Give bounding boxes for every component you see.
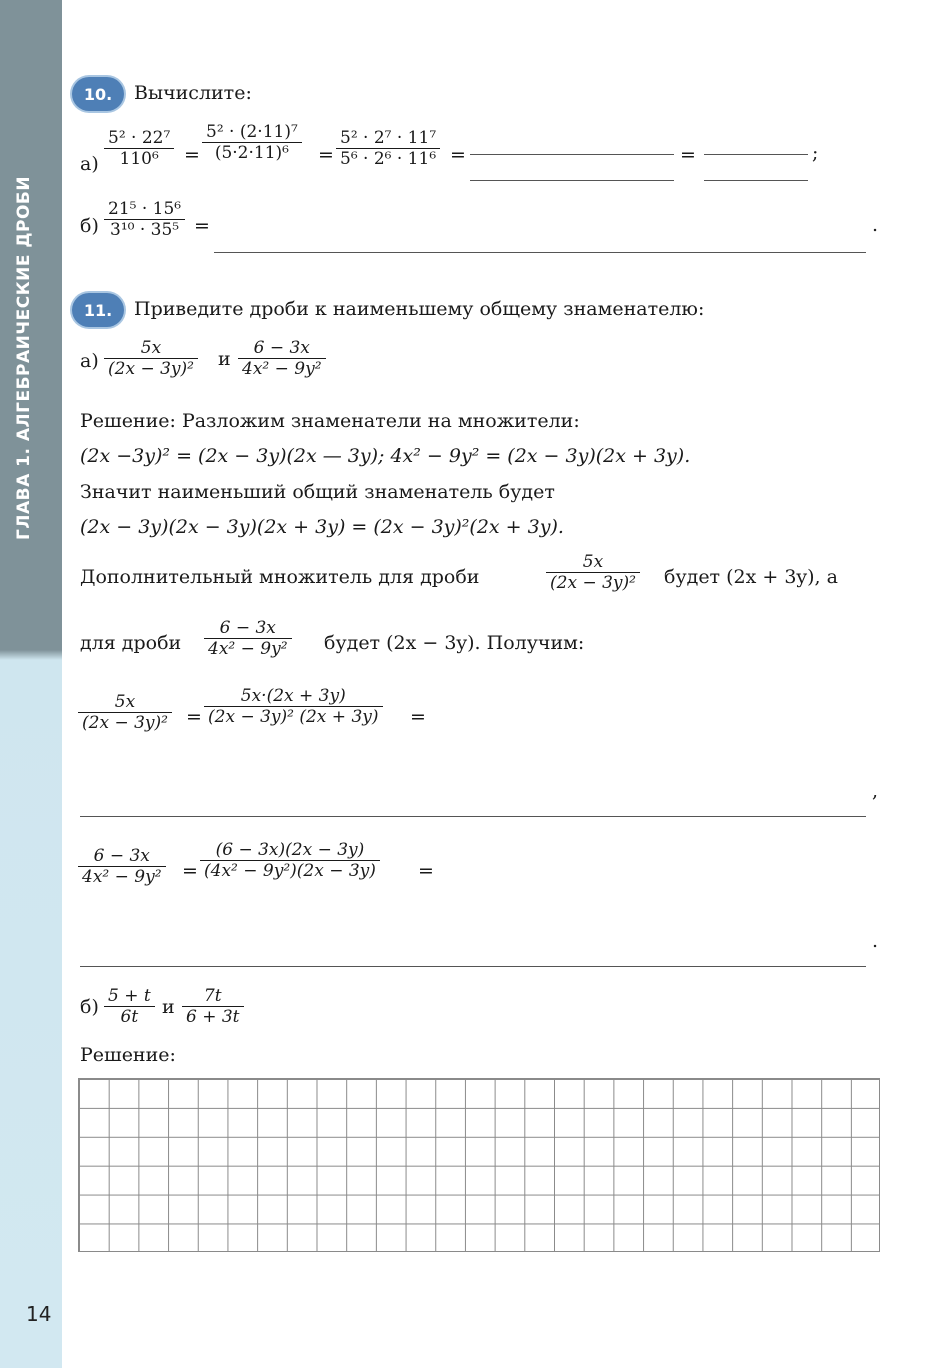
solution-line: (2x −3y)² = (2x − 3y)(2x — 3y); 4x² − 9y² = (2x − 3y)(2x + 3y). bbox=[80, 445, 691, 467]
denominator: 6 + 3t bbox=[182, 1006, 244, 1027]
denominator: (2x − 3y)² bbox=[104, 358, 198, 379]
fraction bbox=[200, 840, 380, 881]
equals-sign: = bbox=[680, 144, 696, 166]
answer-grid[interactable] bbox=[78, 1078, 880, 1252]
solution-label: Решение: bbox=[80, 1044, 176, 1066]
numerator: 6 − 3x bbox=[93, 846, 150, 866]
numerator: (6 − 3x)(2x − 3y) bbox=[215, 840, 365, 860]
punctuation: . bbox=[872, 214, 879, 236]
numerator: 5² · 2⁷ · 11⁷ bbox=[340, 128, 437, 148]
numerator: 5x bbox=[140, 338, 162, 358]
numerator: 5x·(2x + 3y) bbox=[240, 686, 346, 706]
equals-sign: = bbox=[184, 144, 200, 166]
denominator: (2x − 3y)² (2x + 3y) bbox=[204, 706, 383, 727]
item-label: б) bbox=[80, 215, 99, 237]
answer-blank-denominator[interactable] bbox=[704, 180, 808, 181]
answer-blank[interactable] bbox=[214, 252, 866, 253]
numerator: 6 − 3x bbox=[253, 338, 310, 358]
fraction bbox=[78, 692, 172, 733]
item-label: б) bbox=[80, 996, 99, 1018]
fraction bbox=[546, 552, 640, 593]
answer-blank-denominator[interactable] bbox=[470, 180, 674, 181]
task-title: Вычислите: bbox=[134, 82, 252, 104]
equals-sign: = bbox=[194, 215, 210, 237]
solution-text: Дополнительный множитель для дроби bbox=[80, 566, 480, 588]
equals-sign: = bbox=[182, 860, 198, 882]
equals-sign: = bbox=[186, 706, 202, 728]
answer-blank-numerator[interactable] bbox=[704, 154, 808, 155]
solution-line: Решение: Разложим знаменатели на множители: bbox=[80, 410, 580, 432]
solution-text: будет (2x − 3y). Получим: bbox=[324, 632, 585, 654]
punctuation: . bbox=[872, 930, 879, 952]
task-number-badge: 10. bbox=[72, 77, 124, 111]
answer-blank-numerator[interactable] bbox=[470, 154, 674, 155]
fraction bbox=[104, 128, 174, 169]
solution-line: (2x − 3y)(2x − 3y)(2x + 3y) = (2x − 3y)²(2x + 3y). bbox=[80, 516, 564, 538]
denominator: (4x² − 9y²)(2x − 3y) bbox=[200, 860, 380, 881]
page-number: 14 bbox=[26, 1302, 52, 1326]
numerator: 5 + t bbox=[108, 986, 151, 1006]
denominator: 5⁶ · 2⁶ · 11⁶ bbox=[336, 148, 440, 169]
numerator: 5² · (2·11)⁷ bbox=[206, 122, 298, 142]
denominator: 3¹⁰ · 35⁵ bbox=[104, 219, 185, 240]
solution-text: будет (2x + 3y), а bbox=[664, 566, 838, 588]
punctuation: ; bbox=[812, 142, 819, 164]
denominator: 6t bbox=[104, 1006, 155, 1027]
fraction bbox=[202, 122, 302, 163]
fraction bbox=[238, 338, 326, 379]
solution-line: Значит наименьший общий знаменатель будет bbox=[80, 481, 555, 503]
equals-sign: = bbox=[410, 706, 426, 728]
conjunction: и bbox=[162, 996, 175, 1018]
denominator: 110⁶ bbox=[104, 148, 174, 169]
numerator: 6 − 3x bbox=[219, 618, 276, 638]
punctuation: , bbox=[872, 780, 879, 802]
numerator: 21⁵ · 15⁶ bbox=[108, 199, 182, 219]
answer-blank[interactable] bbox=[80, 966, 866, 967]
chapter-label: ГЛАВА 1. АЛГЕБРАИЧЕСКИЕ ДРОБИ bbox=[14, 175, 34, 540]
numerator: 5x bbox=[114, 692, 136, 712]
fraction bbox=[104, 338, 198, 379]
fraction bbox=[78, 846, 166, 887]
equals-sign: = bbox=[450, 144, 466, 166]
fraction bbox=[204, 686, 383, 727]
fraction bbox=[336, 128, 440, 169]
denominator: 4x² − 9y² bbox=[204, 638, 292, 659]
numerator: 5x bbox=[582, 552, 604, 572]
task-number-badge: 11. bbox=[72, 293, 124, 327]
fraction bbox=[104, 199, 185, 240]
item-label: а) bbox=[80, 153, 99, 175]
denominator: (2x − 3y)² bbox=[78, 712, 172, 733]
denominator: 4x² − 9y² bbox=[78, 866, 166, 887]
equals-sign: = bbox=[318, 144, 334, 166]
denominator: (5·2·11)⁶ bbox=[202, 142, 302, 163]
task-title: Приведите дроби к наименьшему общему знаменателю: bbox=[134, 298, 705, 320]
numerator: 5² · 22⁷ bbox=[108, 128, 171, 148]
answer-blank[interactable] bbox=[80, 816, 866, 817]
item-label: а) bbox=[80, 350, 99, 372]
fraction bbox=[204, 618, 292, 659]
denominator: (2x − 3y)² bbox=[546, 572, 640, 593]
equals-sign: = bbox=[418, 860, 434, 882]
numerator: 7t bbox=[203, 986, 222, 1006]
denominator: 4x² − 9y² bbox=[238, 358, 326, 379]
conjunction: и bbox=[218, 348, 231, 370]
solution-text: для дроби bbox=[80, 632, 182, 654]
fraction bbox=[182, 986, 244, 1027]
fraction bbox=[104, 986, 155, 1027]
